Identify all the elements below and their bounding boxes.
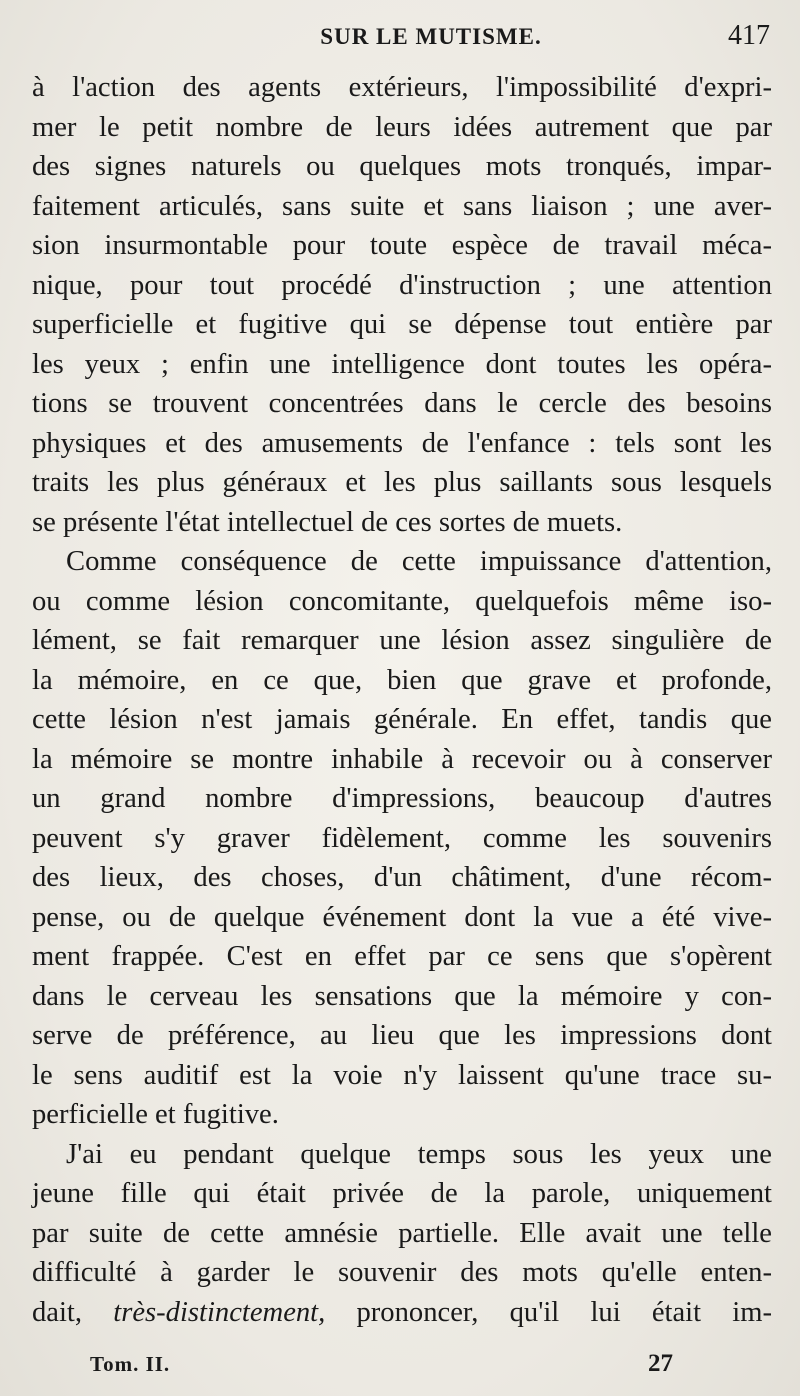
- text-line: peuvent s'y graver fidèlement, comme les souvenirs: [32, 822, 772, 854]
- text-line: mer le petit nombre de leurs idées autrement que par: [32, 111, 772, 143]
- text-line: dans le cerveau les sensations que la mémoire y con-: [32, 980, 772, 1012]
- running-title: SUR LE MUTISME.: [320, 24, 542, 49]
- text-line-with-emphasis: [32, 1293, 772, 1333]
- text-line: perficielle et fugitive.: [32, 1099, 279, 1130]
- text-line: le sens auditif est la voie n'y laissent qu'une trace su-: [32, 1059, 772, 1091]
- text-line: des lieux, des choses, d'un châtiment, d'une récom-: [32, 862, 772, 893]
- page-number: 417: [728, 20, 770, 51]
- text-line: se présente l'état intellectuel de ces sortes de muets.: [32, 506, 623, 538]
- page-header: [32, 14, 770, 58]
- text-line: un grand nombre d'impressions, beaucoup d'autres: [32, 783, 772, 814]
- text-line: difficulté à garder le souvenir des mots qu'elle enten-: [32, 1257, 772, 1288]
- paragraph-start-line: Comme conséquence de cette impuissance d'attention,: [66, 546, 772, 577]
- text-line: la mémoire se montre inhabile à recevoir ou à conserver: [32, 743, 772, 775]
- text-line: jeune fille qui était privée de la parole, uniquement: [32, 1178, 772, 1209]
- text-line: ment frappée. C'est en effet par ce sens que s'opèrent: [32, 941, 772, 972]
- text-line: pense, ou de quelque événement dont la vue a été vive-: [32, 901, 772, 933]
- text-line: sion insurmontable pour toute espèce de travail méca-: [32, 230, 772, 261]
- paragraph-start-line: J'ai eu pendant quelque temps sous les yeux une: [66, 1138, 772, 1170]
- signature-mark: 27: [648, 1350, 673, 1377]
- text-line: superficielle et fugitive qui se dépense tout entière par: [32, 309, 772, 340]
- text-line: les yeux ; enfin une intelligence dont toutes les opéra-: [32, 348, 772, 380]
- text-line: cette lésion n'est jamais générale. En effet, tandis que: [32, 704, 772, 735]
- text-line: par suite de cette amnésie partielle. Elle avait une telle: [32, 1217, 772, 1249]
- text-line: la mémoire, en ce que, bien que grave et profonde,: [32, 664, 772, 696]
- text-line: physiques et des amusements de l'enfance : tels sont les: [32, 427, 772, 459]
- text-line: traits les plus généraux et les plus saillants sous lesquels: [32, 467, 772, 498]
- page-footer: [90, 1346, 690, 1386]
- emphasized-text: très-distinctement,: [113, 1296, 326, 1328]
- body-text: [32, 68, 772, 1332]
- text-line: serve de préférence, au lieu que les impressions dont: [32, 1020, 772, 1051]
- text-line: faitement articulés, sans suite et sans liaison ; une aver-: [32, 190, 772, 222]
- volume-mark: Tom. II.: [90, 1352, 171, 1376]
- text-segment: prononcer, qu'il lui était im-: [325, 1296, 772, 1328]
- text-segment: dait,: [32, 1296, 114, 1328]
- text-line: à l'action des agents extérieurs, l'impossibilité d'expri-: [32, 72, 772, 103]
- text-line: nique, pour tout procédé d'instruction ; une attention: [32, 269, 772, 301]
- text-line: des signes naturels ou quelques mots tronqués, impar-: [32, 151, 772, 182]
- text-line: tions se trouvent concentrées dans le cercle des besoins: [32, 388, 772, 419]
- text-line: lément, se fait remarquer une lésion assez singulière de: [32, 625, 772, 656]
- text-line: ou comme lésion concomitante, quelquefois même iso-: [32, 585, 772, 617]
